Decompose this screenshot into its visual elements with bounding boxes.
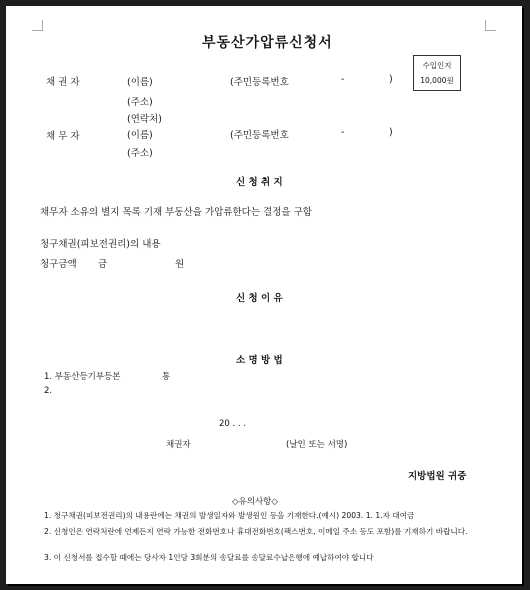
document-page xyxy=(6,6,522,584)
signature-role: 채권자 xyxy=(166,440,191,450)
creditor-contact-label: (연락처) xyxy=(127,114,162,125)
stamp-label: 수입인지 xyxy=(422,61,452,70)
note-item-2: 2. 신청인은 연락처란에 언제든지 연락 가능한 전화번호나 휴대전화번호(팩스번호, 이메일 주소 등도 포함)를 기재하기 바랍니다. xyxy=(44,527,468,536)
court-addressee: 지방법원 귀중 xyxy=(408,471,467,482)
crop-mark-top-left xyxy=(32,20,43,31)
claim-content-label: 청구채권(피보전권리)의 내용 xyxy=(40,239,161,250)
creditor-rrn-close: ) xyxy=(389,74,393,85)
date-line: 20 . . . xyxy=(219,419,247,429)
purpose-text: 채무자 소유의 별지 목록 기재 부동산을 가압류한다는 결정을 구함 xyxy=(40,207,312,218)
claim-amount-prefix: 금 xyxy=(98,259,108,270)
creditor-rrn-label: (주민등록번호 xyxy=(230,77,289,88)
notes-heading: ◇유의사항◇ xyxy=(232,497,278,507)
debtor-address-label: (주소) xyxy=(127,148,153,159)
document-title: 부동산가압류신청서 xyxy=(202,35,333,51)
debtor-rrn-label: (주민등록번호 xyxy=(230,130,289,141)
crop-mark-top-right xyxy=(485,20,496,31)
note-item-1: 1. 청구채권(피보전권리)의 내용란에는 채권의 발생일자와 발생원인 등을 기재한다.(예시) 2003. 1. 1.자 대여금 xyxy=(44,511,415,520)
claim-amount-suffix: 원 xyxy=(175,259,185,270)
purpose-heading: 신 청 취 지 xyxy=(236,177,283,188)
debtor-rrn-close: ) xyxy=(389,127,393,138)
claim-amount-label: 청구금액 xyxy=(40,259,77,270)
evidence-heading: 소 명 방 법 xyxy=(236,355,283,366)
creditor-rrn-dash: - xyxy=(341,74,345,85)
revenue-stamp-box xyxy=(413,55,461,91)
creditor-label: 채 권 자 xyxy=(46,77,80,88)
debtor-name-label: (이름) xyxy=(127,130,153,141)
evidence-item-1: 1. 부동산등기부등본 xyxy=(44,372,121,382)
reason-heading: 신 청 이 유 xyxy=(236,293,283,304)
evidence-item-1-suffix: 통 xyxy=(162,372,171,382)
debtor-rrn-dash: - xyxy=(341,127,345,138)
evidence-item-2: 2. xyxy=(44,386,53,396)
signature-note: (날인 또는 서명) xyxy=(286,440,348,450)
creditor-name-label: (이름) xyxy=(127,77,153,88)
note-item-3: 3. 이 신청서를 접수할 때에는 당사자 1인당 3회분의 송달료를 송달료수납은행에 예납하여야 합니다 xyxy=(44,553,374,562)
stamp-amount: 10,000원 xyxy=(420,76,454,85)
debtor-label: 채 무 자 xyxy=(46,131,80,142)
creditor-address-label: (주소) xyxy=(127,97,153,108)
